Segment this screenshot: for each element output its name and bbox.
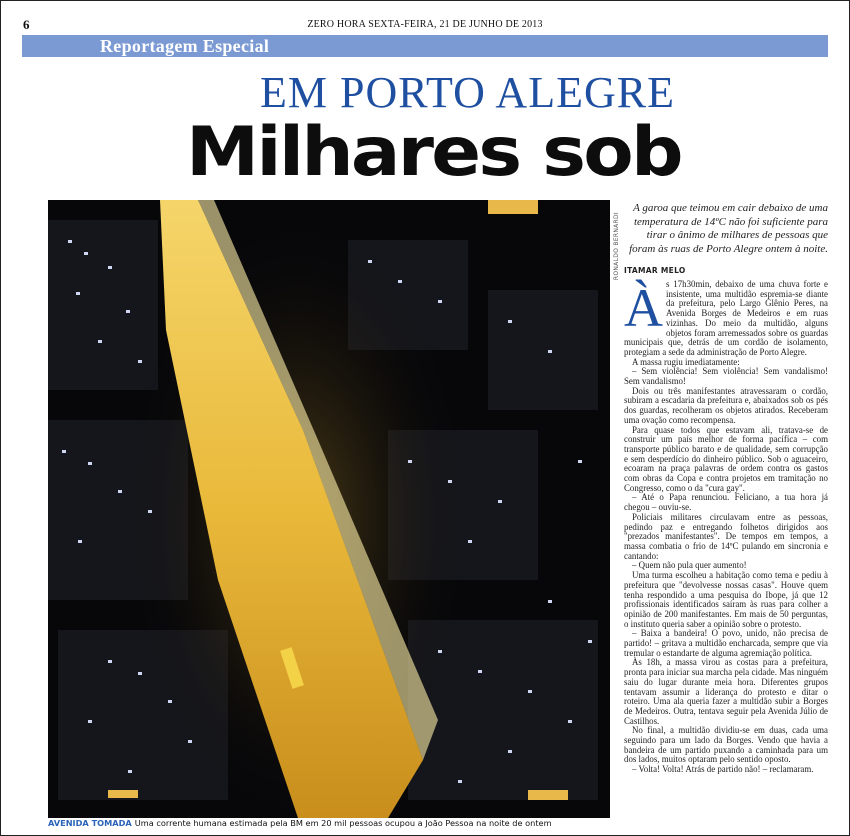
drop-cap: À [624,278,663,338]
article-paragraph: Dois ou três manifestantes atravessaram o cordão, subiram a escadaria da prefeitura e, abaixados sob os pés dos guardas, recolheram os objetos atirados. Receberam uma ovação como recompensa. [624,385,828,425]
article-paragraph: Às 17h30min, debaixo de uma chuva forte e insistente, uma multidão espremia-se diante da prefeitura, pelo Largo Glênio Peres, na Avenida Borges de Medeiros e em ruas vizinhas. Do meio da multidão, alguns objetos foram arremessados sobre os guardas municipais que, detrás de um cordão de isolamento, protegiam a sede da administração de Porto Alegre. [624,278,828,357]
article-paragraph: No final, a multidão dividiu-se em duas, cada uma seguindo para um lado da Borges. Vendo que havia a bandeira de um partido puxando a caminhada para um dos lados, muitos optaram pelo sentido oposto. [624,725,828,765]
dateline: ZERO HORA SEXTA-FEIRA, 21 DE JUNHO DE 2013 [307,19,543,30]
byline: ITAMAR MELO [624,266,686,275]
article-paragraph: Para quase todos que estavam ali, tratava-se de construir um país melhor de forma pacífica – com transporte público barato e de qualidade, sem corrupção e sem desperdício do dinheiro público. Sob o aguaceiro, ecoaram na praça palavras de ordem contra os gastos com obras da Copa e contra projetos em tramitação no Congresso, como o da "cura gay". [624,424,828,493]
article-paragraph: – Quem não pula quer aumento! [632,560,747,571]
article-paragraph: Policiais militares circulavam entre as pessoas, pedindo paz e entregando folhetos dirigidos aos "prezados manifestantes". De tempos em tempos, a massa combatia o frio de 14ºC pulando em sincronia e cantando: [624,511,828,561]
article-paragraph: Uma turma escolheu a habitação como tema e pediu à prefeitura que "devolvesse nossas casas". Houve quem tenha respondido a uma pesquisa do Ibope, já que 12 profissionais identificados saíram às ruas para colher a opinião de 200 manifestantes. Em mais de 50 perguntas, o instituto queria saber a opinião sobre o protesto. [624,570,828,629]
article-paragraph: – Até o Papa renunciou. Feliciano, a tua hora já chegou – ouviu-se. [624,492,828,513]
article-paragraph: – Volta! Volta! Atrás de partido não! – reclamaram. [632,764,814,775]
caption-text: Uma corrente humana estimada pela BM em 20 mil pessoas ocupou a João Pessoa na noite de ontem [134,818,552,828]
headline-title: Milhares sob [186,113,681,192]
aerial-night-photo [48,200,610,818]
article-paragraph: Às 18h, a massa virou as costas para a prefeitura, pronta para iniciar sua marcha pela cidade. Mas ninguém saiu do lugar durante meia hora. Diferentes grupos tentavam assumir a liderança do protesto e ditar o roteiro. Uma ala queria fazer a multidão subir a Borges de Medeiros. Outra, tentava seguir pela Avenida Júlio de Castilhos. [624,657,828,726]
aerial-night-photo-drawing [48,200,610,818]
article-paragraph: – Sem violência! Sem violência! Sem vandalismo! Sem vandalismo! [624,366,828,387]
photo-credit: RONALDO BERNARDI [613,212,620,281]
article-body [624,280,828,775]
photo-caption [48,817,618,829]
headline-kicker: EM PORTO ALEGRE [260,68,675,117]
caption-head: AVENIDA TOMADA [48,818,132,828]
lead-paragraph: A garoa que teimou em cair debaixo de uma temperatura de 14ºC não foi suficiente para tirar o ânimo de milhares de pessoas que foram às ruas de Porto Alegre ontem à noite. [629,202,828,255]
article-paragraph: A massa rugiu imediatamente: [632,356,740,367]
section-label: Reportagem Especial [100,36,270,56]
page-number: 6 [23,17,30,32]
article-paragraph: – Baixa a bandeira! O povo, unido, não precisa de partido! – gritava a multidão encharcada, sempre que via tremular o estandarte de alguma agremiação política. [624,628,828,658]
